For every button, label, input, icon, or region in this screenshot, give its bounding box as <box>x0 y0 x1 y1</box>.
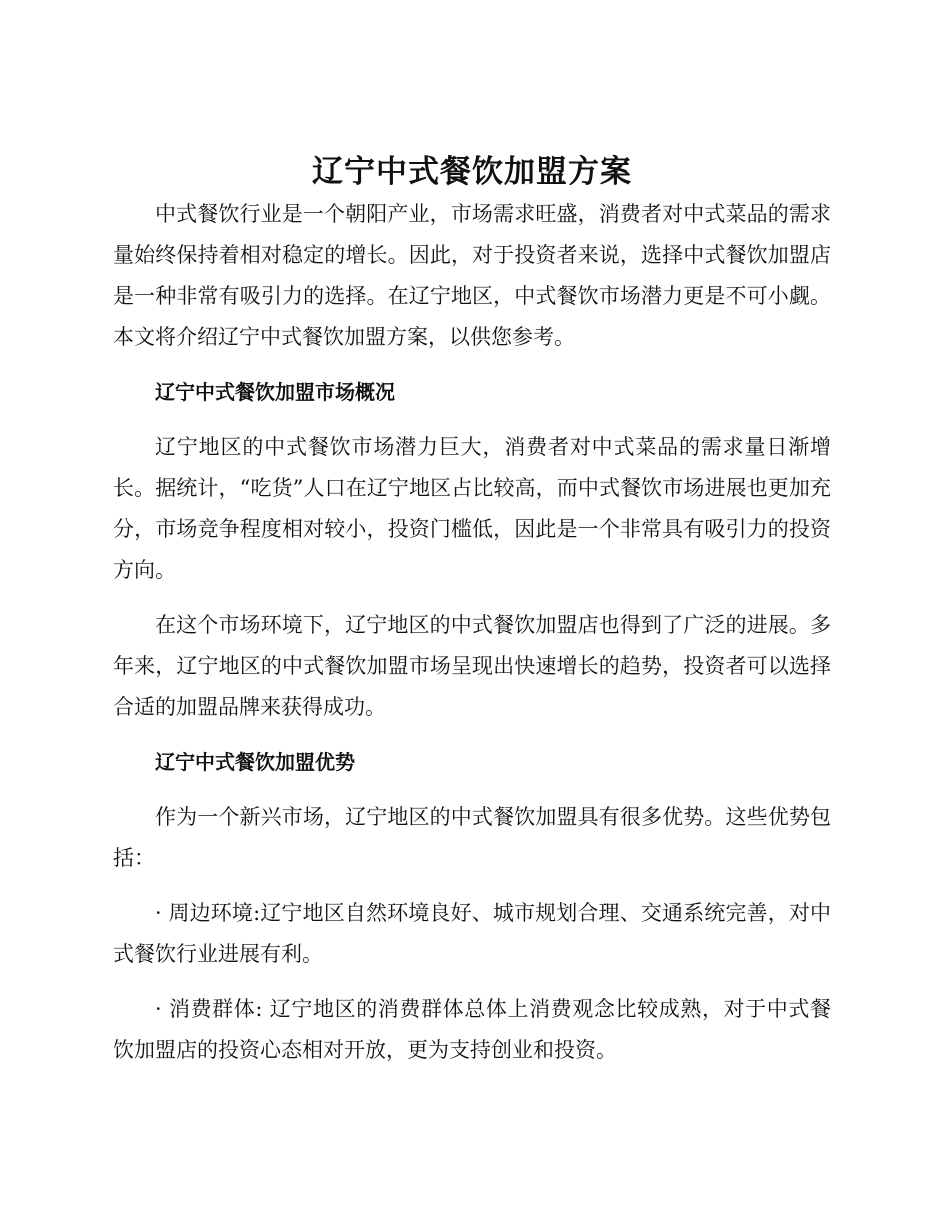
document-page <box>113 150 831 1071</box>
section-paragraph: 作为一个新兴市场，辽宁地区的中式餐饮加盟具有很多优势。这些优势包括： <box>113 805 831 870</box>
spacer <box>113 591 831 605</box>
spacer <box>113 879 831 893</box>
spacer <box>113 358 831 372</box>
section-heading: 辽宁中式餐饮加盟优势 <box>155 750 355 774</box>
intro-paragraph: 中式餐饮行业是一个朝阳产业，市场需求旺盛，消费者对中式菜品的需求量始终保持着相对稳定的增长。因此，对于投资者来说，选择中式餐饮加盟店是一种非常有吸引力的选择。在辽宁地区，中式餐饮市场潜力更是不可小觑。本文将介绍辽宁中式餐饮加盟方案，以供您参考。 <box>113 202 831 349</box>
spacer <box>113 783 831 797</box>
document-title: 辽宁中式餐饮加盟方案 <box>312 154 632 190</box>
section-advantages <box>113 742 831 1071</box>
bullet-item: · 消费群体: 辽宁地区的消费群体总体上消费观念比较成熟，对于中式餐饮加盟店的投资心态相对开放，更为支持创业和投资。 <box>113 997 831 1062</box>
spacer <box>113 975 831 989</box>
spacer <box>113 413 831 427</box>
section-market-overview <box>113 372 831 742</box>
section-paragraph: 在这个市场环境下，辽宁地区的中式餐饮加盟店也得到了广泛的进展。多年来，辽宁地区的中式餐饮加盟市场呈现出快速增长的趋势，投资者可以选择合适的加盟品牌来获得成功。 <box>113 613 831 719</box>
bullet-item: · 周边环境:辽宁地区自然环境良好、城市规划合理、交通系统完善，对中式餐饮行业进展有利。 <box>113 901 831 966</box>
section-heading: 辽宁中式餐饮加盟市场概况 <box>155 380 395 404</box>
spacer <box>113 728 831 742</box>
section-paragraph: 辽宁地区的中式餐饮市场潜力巨大，消费者对中式菜品的需求量日渐增长。据统计，“吃货”人口在辽宁地区占比较高，而中式餐饮市场进展也更加充分，市场竞争程度相对较小，投资门槛低，因此是一个非常具有吸引力的投资方向。 <box>113 435 831 582</box>
